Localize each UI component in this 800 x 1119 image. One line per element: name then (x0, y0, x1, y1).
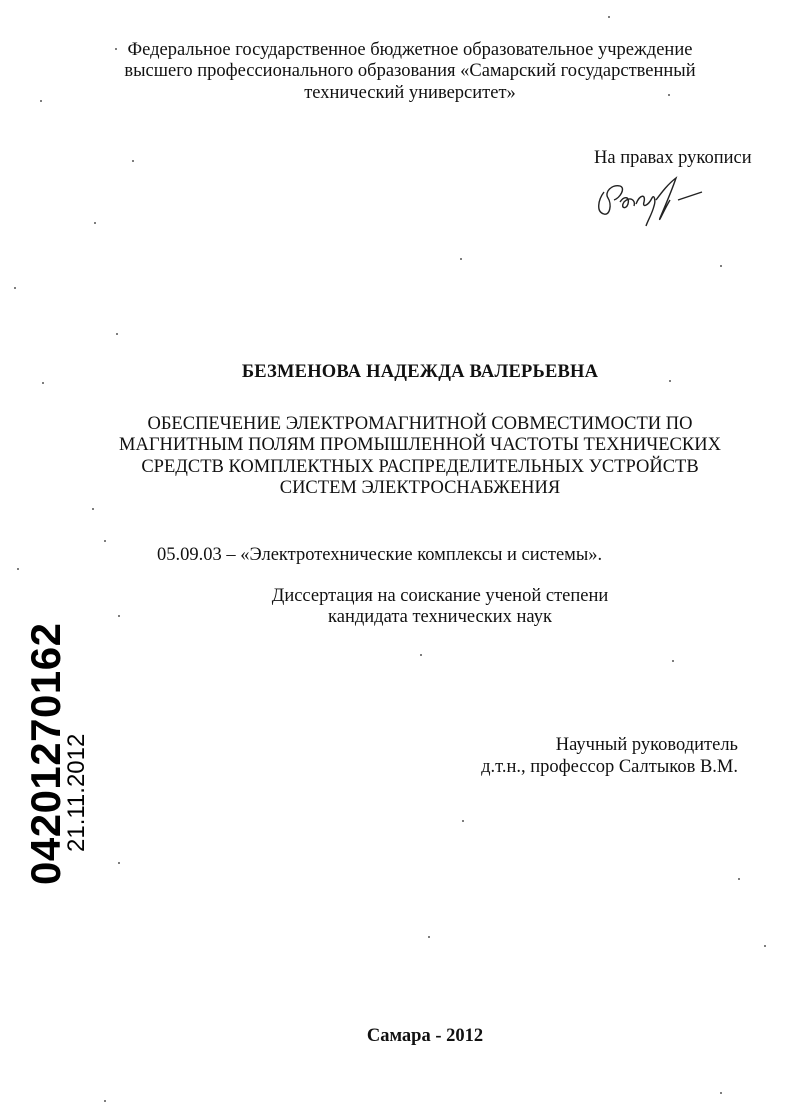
rights-note: На правах рукописи (594, 148, 752, 168)
institution-line-3: технический университет» (304, 82, 516, 103)
scan-speck (428, 936, 430, 938)
scan-speck (764, 945, 766, 947)
scan-speck (115, 48, 117, 50)
scan-speck (118, 615, 120, 617)
advisor-line-2: д.т.н., профессор Салтыков В.М. (481, 757, 738, 778)
signature-icon (590, 170, 710, 230)
advisor-line-1: Научный руководитель (555, 735, 738, 755)
scan-speck (738, 878, 740, 880)
scan-speck (462, 820, 464, 822)
institution-header (80, 40, 740, 104)
degree-statement (240, 586, 640, 629)
scan-speck (40, 100, 42, 102)
scan-speck (420, 654, 422, 656)
title-line-2: МАГНИТНЫМ ПОЛЯМ ПРОМЫШЛЕННОЙ ЧАСТОТЫ ТЕХНИЧЕСКИХ (119, 435, 721, 456)
scan-speck (104, 1100, 106, 1102)
scan-speck (669, 380, 671, 382)
scan-speck (460, 258, 462, 260)
title-line-1: ОБЕСПЕЧЕНИЕ ЭЛЕКТРОМАГНИТНОЙ СОВМЕСТИМОСТИ ПО (147, 414, 693, 434)
registration-number-stamp: 04201270162 (22, 622, 69, 885)
scan-speck (118, 862, 120, 864)
scan-speck (42, 382, 44, 384)
scan-speck (92, 508, 94, 510)
scan-speck (132, 160, 134, 162)
scan-speck (720, 1092, 722, 1094)
institution-line-2: высшего профессионального образования «Самарский государственный (124, 61, 696, 82)
dissertation-title (80, 414, 760, 499)
title-line-4: СИСТЕМ ЭЛЕКТРОСНАБЖЕНИЯ (279, 477, 561, 498)
scan-speck (668, 94, 670, 96)
registration-date-stamp: 21.11.2012 (63, 733, 90, 852)
scan-speck (94, 222, 96, 224)
specialty-code: 05.09.03 – «Электротехнические комплексы и системы». (157, 545, 603, 565)
scan-speck (14, 287, 16, 289)
scan-speck (17, 568, 19, 570)
city-year: Самара - 2012 (366, 1026, 484, 1046)
scan-speck (104, 540, 106, 542)
scan-speck (720, 265, 722, 267)
scientific-advisor (380, 734, 738, 778)
institution-line-1: Федеральное государственное бюджетное образовательное учреждение (127, 40, 693, 60)
scan-speck (116, 333, 118, 335)
author-name: БЕЗМЕНОВА НАДЕЖДА ВАЛЕРЬЕВНА (241, 362, 599, 382)
title-line-3: СРЕДСТВ КОМПЛЕКТНЫХ РАСПРЕДЕЛИТЕЛЬНЫХ УСТРОЙСТВ (141, 456, 699, 477)
degree-line-2: кандидата технических наук (328, 607, 552, 628)
scan-speck (672, 660, 674, 662)
degree-line-1: Диссертация на соискание ученой степени (271, 586, 609, 606)
scan-speck (608, 16, 610, 18)
